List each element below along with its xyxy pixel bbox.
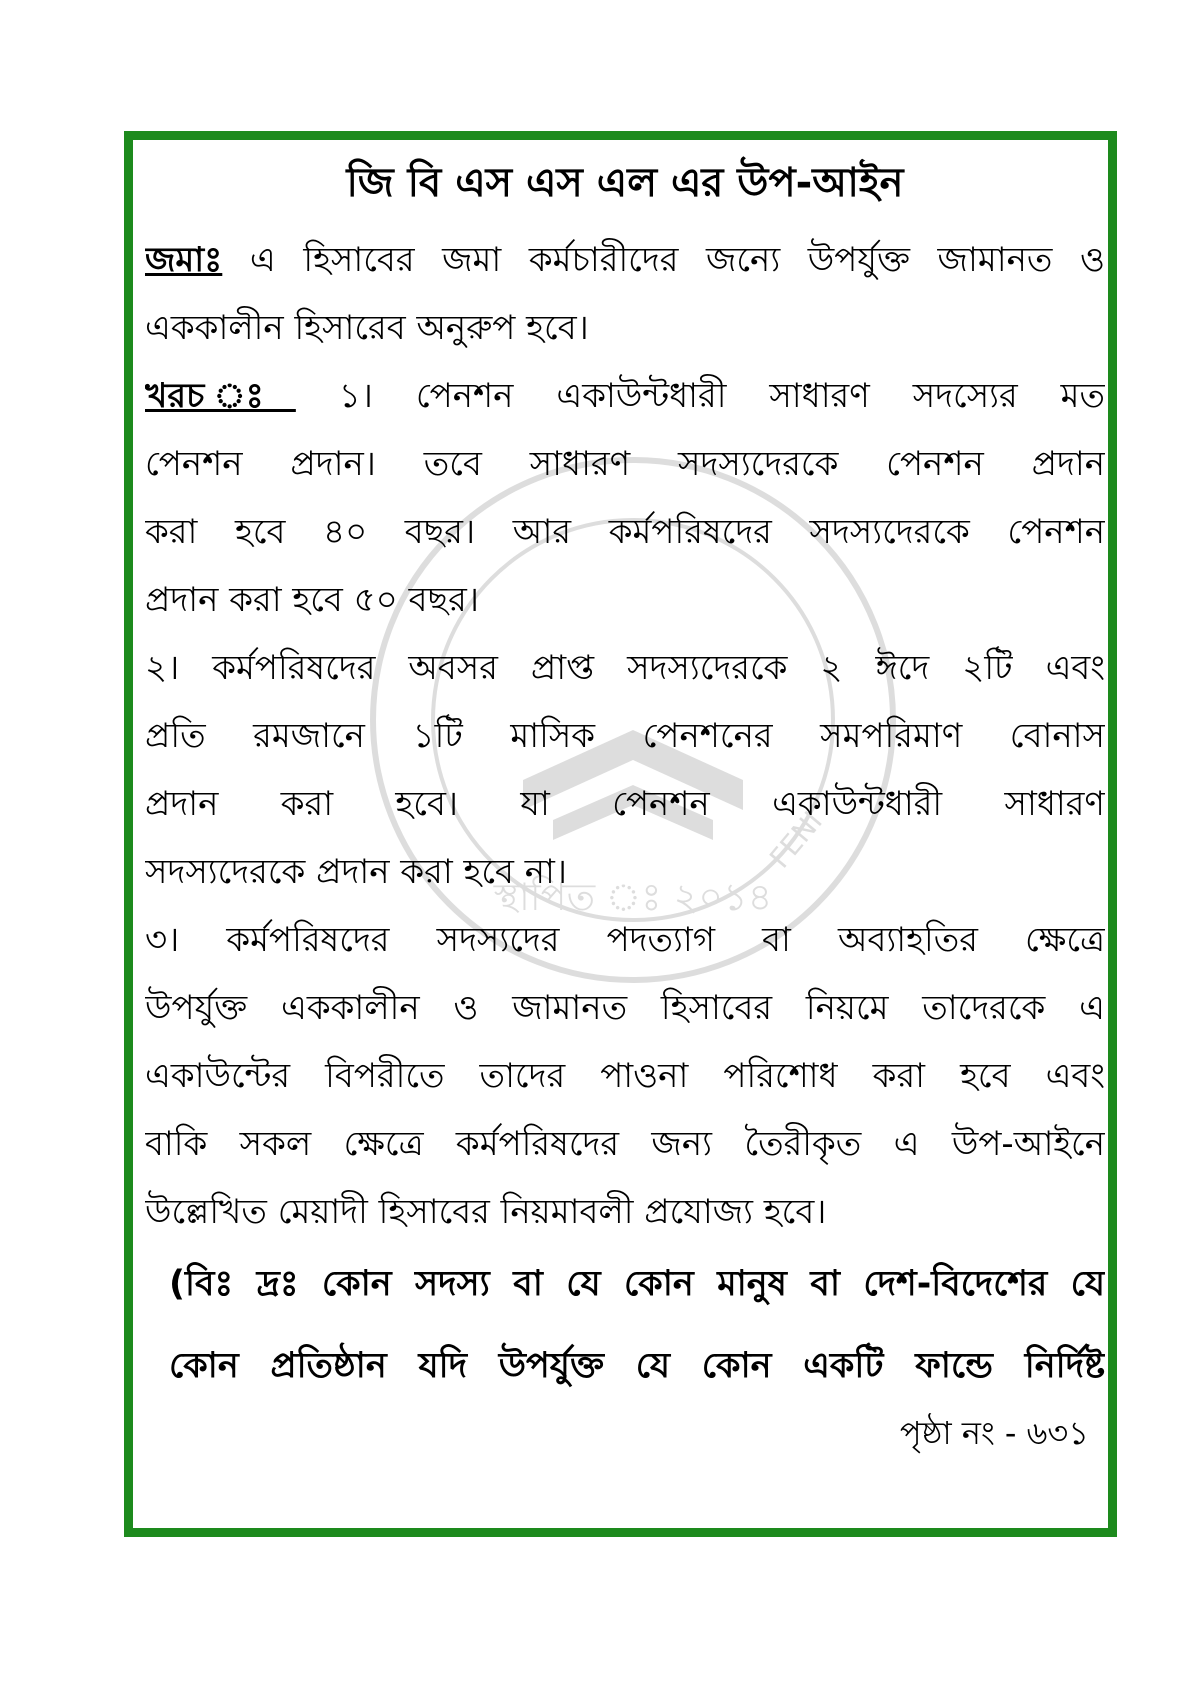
deposit-paragraph-line-1 [145, 230, 1105, 290]
document-title: জি বি এস এস এল এর উপ-আইন [346, 160, 904, 206]
point2-text-2: প্রতি রমজানে ১টি মাসিক পেনশনের সমপরিমাণ বোনাস [145, 716, 1105, 756]
expense-text-1: ১। পেনশন একাউন্টধারী সাধারণ সদস্যের মত [338, 376, 1105, 416]
point3-text-5: উল্লেখিত মেয়াদী হিসাবের নিয়মাবলী প্রযোজ্য হবে। [145, 1192, 827, 1232]
expense-text-2: পেনশন প্রদান। তবে সাধারণ সদস্যদেরকে পেনশন প্রদান [145, 444, 1105, 484]
point3-text-1: ৩। কর্মপরিষদের সদস্যদের পদত্যাগ বা অব্যাহতির ক্ষেত্রে [145, 920, 1105, 960]
point2-text-1: ২। কর্মপরিষদের অবসর প্রাপ্ত সদস্যদেরকে ২ ঈদে ২টি এবং [145, 648, 1105, 688]
svg-text:স্থাপিত ঃ ২০১৪: স্থাপিত ঃ ২০১৪ [493, 875, 773, 919]
point2-text-3: প্রদান করা হবে। যা পেনশন একাউন্টধারী সাধারণ [145, 784, 1105, 824]
note-text-2: কোন প্রতিষ্ঠান যদি উপর্যুক্ত যে কোন একটি ফান্ডে নির্দিষ্ট [169, 1346, 1105, 1386]
point2-text-4: সদস্যদেরকে প্রদান করা হবে না। [145, 852, 568, 892]
expense-text-4: প্রদান করা হবে ৫০ বছর। [145, 580, 479, 620]
note-text-1: (বিঃ দ্রঃ কোন সদস্য বা যে কোন মানুষ বা দেশ-বিদেশের যে [169, 1264, 1105, 1304]
point3-text-2: উপর্যুক্ত এককালীন ও জামানত হিসাবের নিয়মে তাদেরকে এ [145, 988, 1105, 1028]
expense-label: খরচ ঃ [145, 376, 296, 416]
svg-text:FENI: FENI [763, 805, 829, 875]
expense-text-3: করা হবে ৪০ বছর। আর কর্মপরিষদের সদস্যদেরকে পেনশন [145, 512, 1105, 552]
expense-paragraph-line-1 [145, 366, 1105, 426]
point3-text-4: বাকি সকল ক্ষেত্রে কর্মপরিষদের জন্য তৈরীকৃত এ উপ-আইনে [145, 1124, 1105, 1164]
page-border [124, 131, 1117, 1537]
deposit-text-2: এককালীন হিসারেব অনুরুপ হবে। [145, 308, 589, 348]
page-number: পৃষ্ঠা নং - ৬৩১ [899, 1414, 1089, 1452]
deposit-label: জমাঃ [145, 240, 223, 280]
deposit-text-1: এ হিসাবের জমা কর্মচারীদের জন্যে উপর্যুক্ত জামানত ও [249, 240, 1105, 280]
point3-text-3: একাউন্টের বিপরীতে তাদের পাওনা পরিশোধ করা হবে এবং [145, 1056, 1105, 1096]
document-body [145, 140, 1105, 1528]
